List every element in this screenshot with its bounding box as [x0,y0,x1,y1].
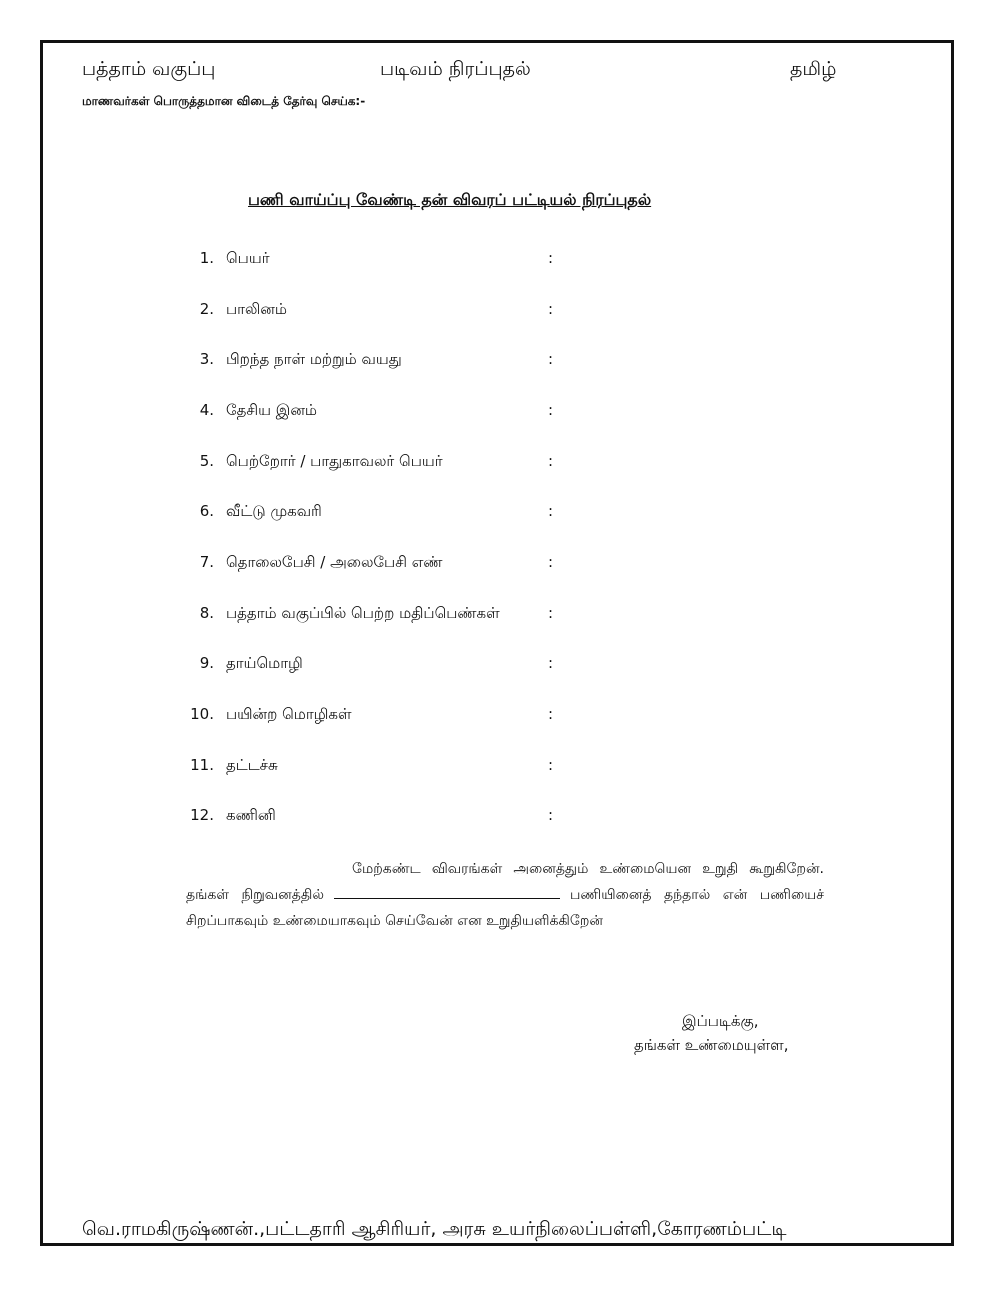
field-number: 1. [199,249,214,267]
footer-author: வெ.ராமகிருஷ்ணன்.,பட்டதாரி ஆசிரியர், அரசு உயர்நிலைப்பள்ளி,கோரணம்பட்டி [82,1218,787,1240]
field-number: 6. [199,502,214,520]
field-number: 5. [199,452,214,470]
field-label: பெற்றோர் / பாதுகாவலர் பெயர் [226,452,443,470]
field-number: 9. [199,654,214,672]
form-field [0,350,1000,374]
field-number: 11. [190,756,214,774]
field-label: தொலைபேசி / அலைபேசி எண் [226,553,443,571]
form-field [0,705,1000,729]
field-colon: : [548,452,554,470]
field-number: 10. [190,705,214,723]
field-number: 7. [199,553,214,571]
field-colon: : [548,654,554,672]
closing-line-2: தங்கள் உண்மையுள்ள, [634,1036,789,1054]
field-colon: : [548,756,554,774]
activity-label: படிவம் நிரப்புதல் [380,58,531,80]
form-field [0,502,1000,526]
declaration-part2: பணியினைத் தந்தால் என் பணியைச் சிறப்பாகவும் உண்மையாகவும் செய்வேன் என உறுதியளிக்கிறேன் [186,887,824,929]
field-number: 12. [190,806,214,824]
form-field [0,806,1000,830]
closing-line-1: இப்படிக்கு, [682,1012,759,1030]
class-label: பத்தாம் வகுப்பு [82,58,216,80]
field-colon: : [548,604,554,622]
field-label: தேசிய இனம் [226,401,318,419]
field-label: பிறந்த நாள் மற்றும் வயது [226,350,402,368]
field-colon: : [548,350,554,368]
form-field [0,604,1000,628]
field-number: 8. [199,604,214,622]
field-label: தட்டச்சு [226,756,278,774]
field-colon: : [548,300,554,318]
field-colon: : [548,553,554,571]
declaration-paragraph [186,856,824,934]
form-field [0,553,1000,577]
field-colon: : [548,502,554,520]
field-colon: : [548,249,554,267]
field-colon: : [548,705,554,723]
instruction-text: மாணவர்கள் பொருத்தமான விடைத் தேர்வு செய்க:- [82,94,366,108]
field-label: பத்தாம் வகுப்பில் பெற்ற மதிப்பெண்கள் [226,604,500,622]
field-label: பெயர் [226,249,270,267]
form-title: பணி வாய்ப்பு வேண்டி தன் விவரப் பட்டியல் நிரப்புதல் [248,190,652,209]
field-colon: : [548,401,554,419]
form-field [0,401,1000,425]
field-label: வீட்டு முகவரி [226,502,322,520]
form-field [0,756,1000,780]
subject-label: தமிழ் [790,58,837,80]
field-label: பயின்ற மொழிகள் [226,705,352,723]
field-colon: : [548,806,554,824]
form-field [0,654,1000,678]
field-number: 2. [199,300,214,318]
field-label: பாலினம் [226,300,287,318]
form-field [0,300,1000,324]
company-blank-line[interactable] [334,884,560,899]
field-label: கணினி [226,806,276,824]
field-number: 3. [199,350,214,368]
form-field [0,452,1000,476]
form-field [0,249,1000,273]
field-number: 4. [199,401,214,419]
declaration-part1: மேற்கண்ட விவரங்கள் அனைத்தும் உண்மையென உறுதி கூறுகிறேன். தங்கள் நிறுவனத்தில் [186,861,824,903]
field-label: தாய்மொழி [226,654,303,672]
